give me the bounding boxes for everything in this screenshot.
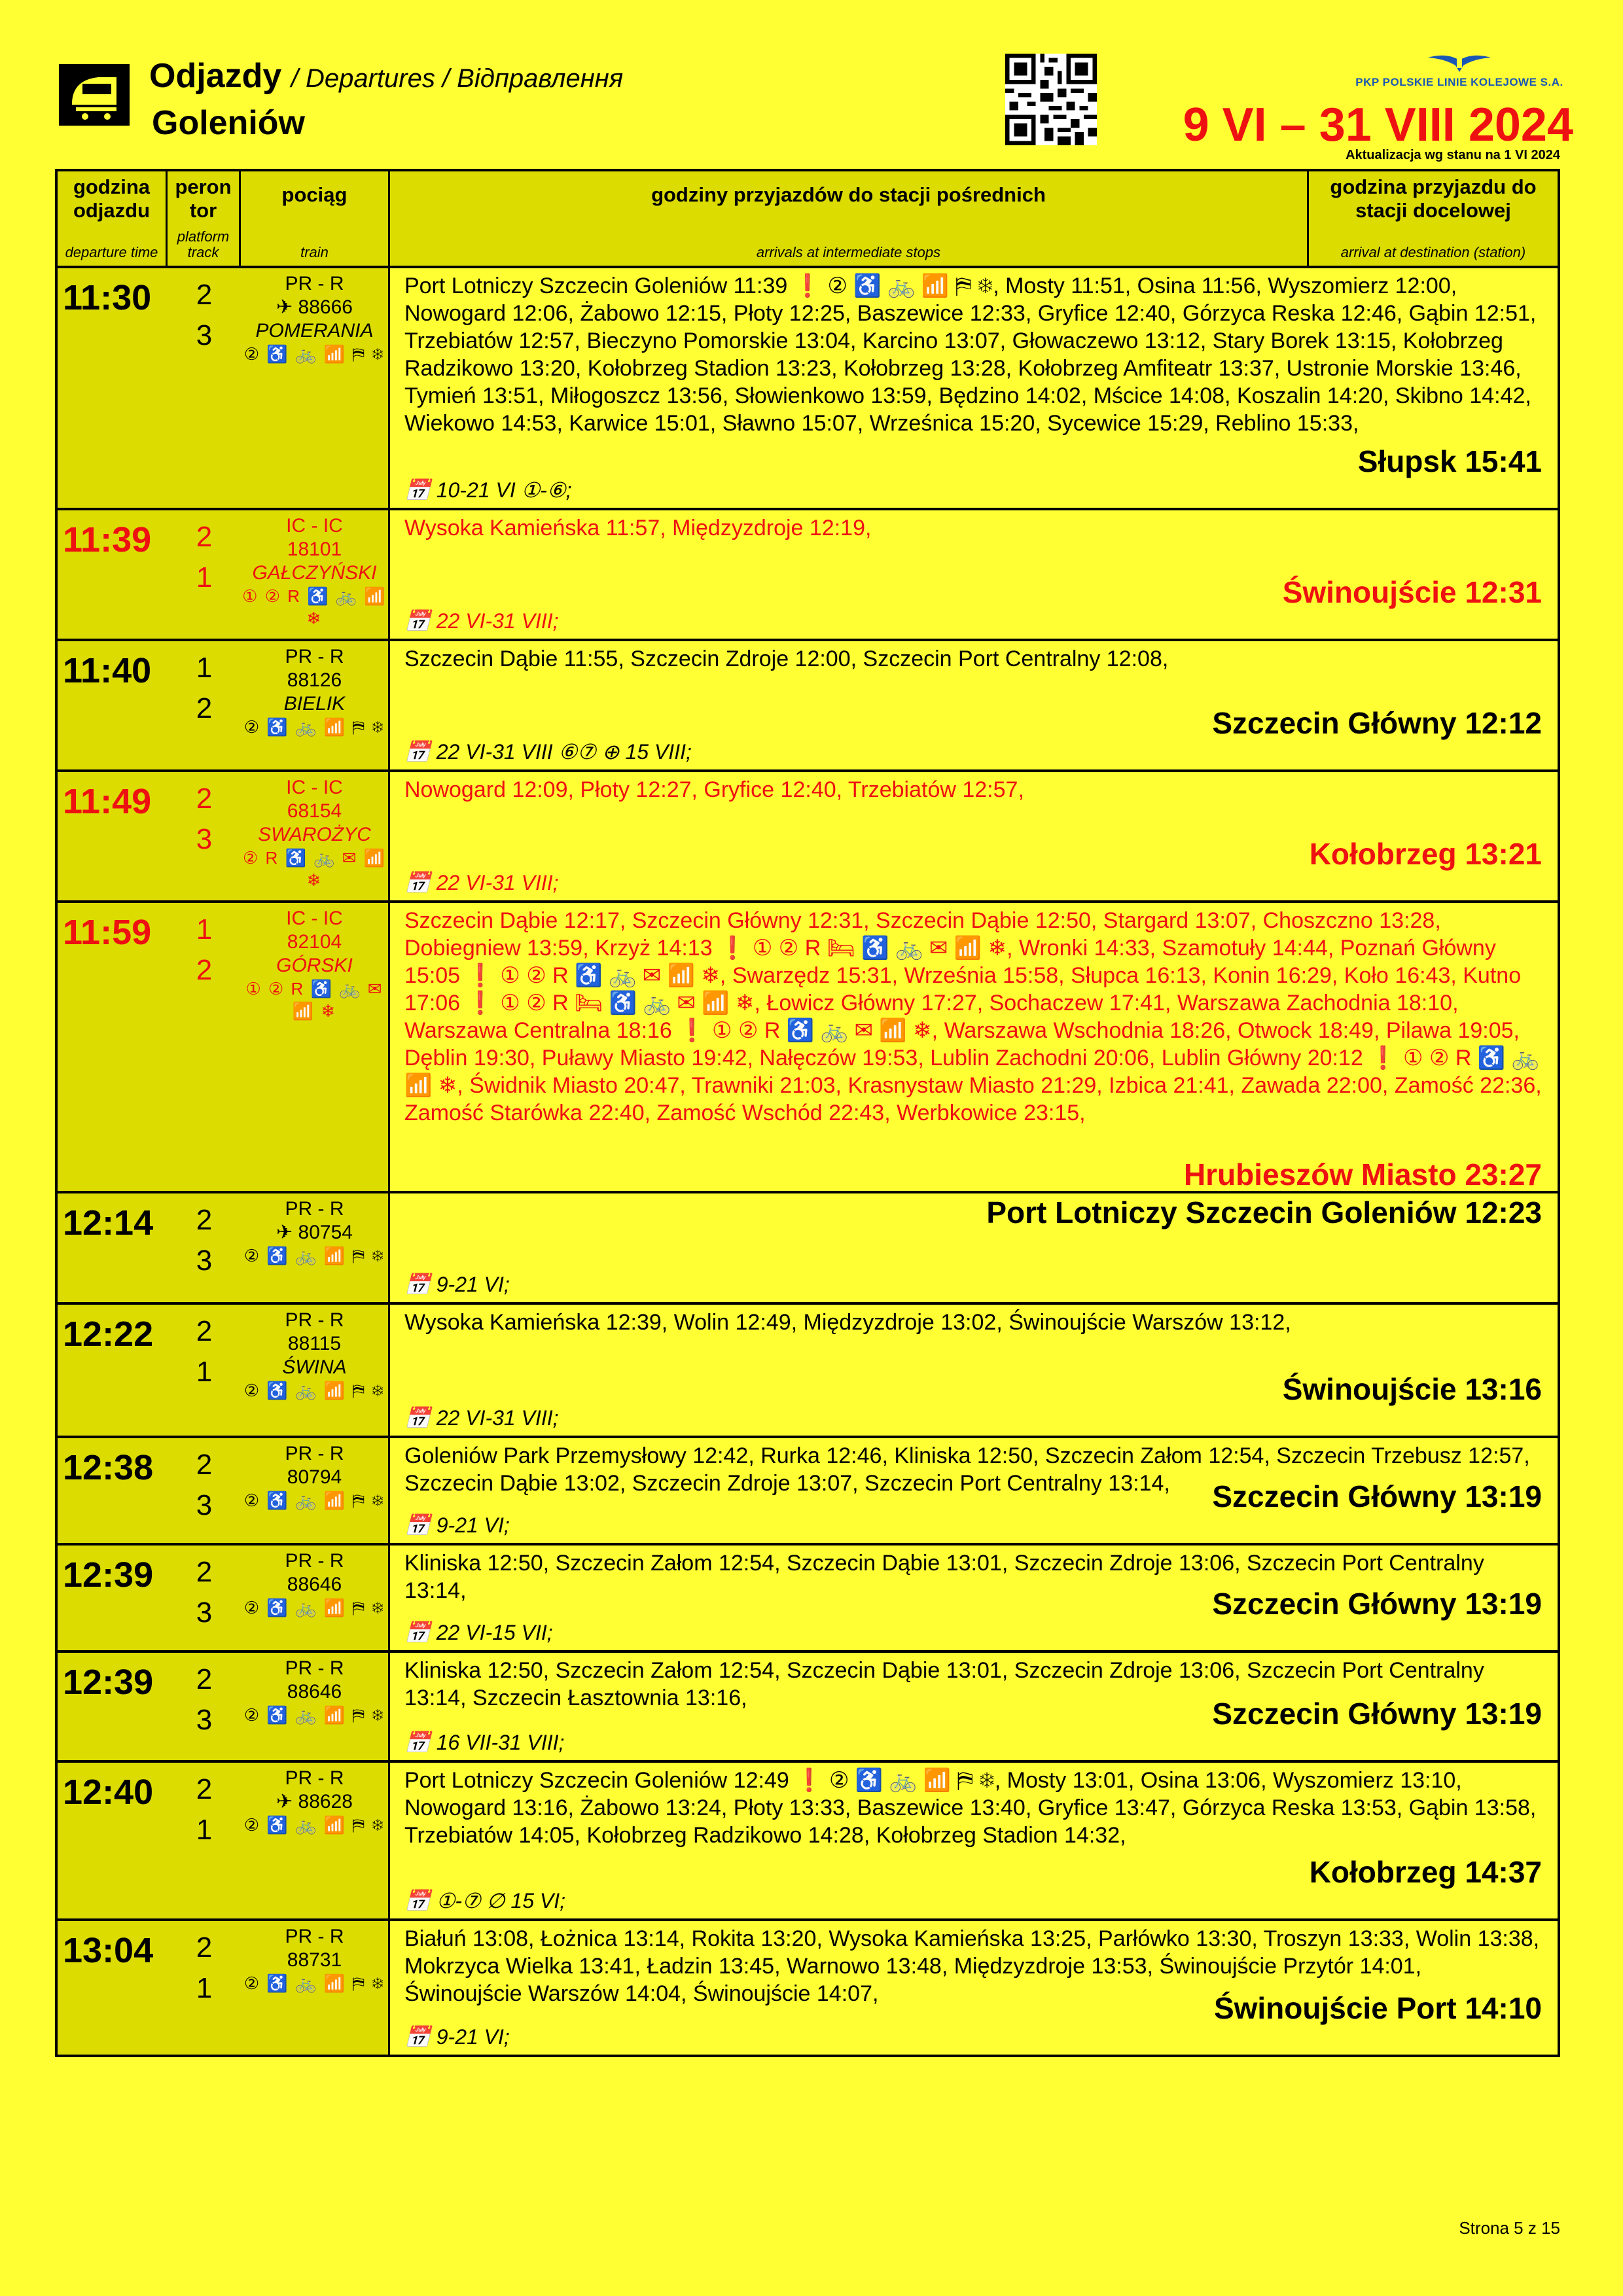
train-number: 88646 bbox=[287, 1574, 342, 1595]
train-services-icons: ② ♿ 🚲 📶 ⛿ ❄ bbox=[243, 344, 385, 364]
train-services-icons: ② ♿ 🚲 📶 ⛿ ❄ bbox=[243, 1246, 385, 1265]
departure-time: 11:59 bbox=[58, 903, 168, 1191]
platform-number: 2 bbox=[196, 1663, 213, 1695]
col-train-header: pociąg train bbox=[241, 171, 390, 266]
route-cell bbox=[390, 1763, 1558, 1918]
train-number: 68154 bbox=[287, 800, 342, 822]
route-cell bbox=[390, 268, 1558, 508]
intermediate-stops: Szczecin Dąbie 12:17, Szczecin Główny 12:31, Szczecin Dąbie 12:50, Stargard 13:07, Choszczno 13:28, Dobiegniew 13:59, Krzyż 14:13 ❗ ① ② R 🛏 ♿ 🚲 ✉ 📶 ❄, Wronki 14:33, Szamotuły 14:44, Poznań Główny 15:05 ❗ ① ② R ♿ 🚲 ✉ 📶 ❄, Swarzędz 15:31, Września 15:58, Słupca 16:13, Konin 16:29, Koło 16:43, Kutno 17:06 ❗ ① ② R 🛏 ♿ 🚲 ✉ 📶 ❄, Łowicz Główny 17:27, Sochaczew 17:41, Warszawa Zachodnia 18:10, Warszawa Centralna 18:16 ❗ ① ② R ♿ 🚲 ✉ 📶 ❄, Warszawa Wschodnia 18:26, Otwock 18:49, Pilawa 19:05, Dęblin 19:30, Puławy Miasto 19:42, Nałęczów 19:53, Lublin Zachodni 20:06, Lublin Główny 20:12 ❗ ① ② R ♿ 🚲 📶 ❄, Świdnik Miasto 20:47, Trawniki 21:03, Krasnystaw Miasto 21:29, Izbica 21:41, Zawada 22:00, Zamość 22:36, Zamość Starówka 22:40, Zamość Wschód 22:43, Werbkowice 23:15, bbox=[404, 908, 1542, 1125]
platform-track-cell bbox=[168, 1763, 241, 1918]
train-number: ✈ 88666 bbox=[276, 296, 353, 318]
departure-time: 12:39 bbox=[58, 1653, 168, 1760]
departure-row bbox=[58, 1438, 1558, 1545]
train-info bbox=[241, 1305, 390, 1436]
intermediate-stops: Szczecin Dąbie 11:55, Szczecin Zdroje 12:00, Szczecin Port Centralny 12:08, bbox=[404, 646, 1169, 671]
route-cell bbox=[390, 641, 1558, 769]
departure-time: 12:14 bbox=[58, 1193, 168, 1302]
train-info bbox=[241, 641, 390, 769]
train-services-icons: ② ♿ 🚲 📶 ⛿ ❄ bbox=[243, 717, 385, 737]
departure-time: 12:39 bbox=[58, 1545, 168, 1650]
train-icon bbox=[59, 64, 130, 126]
train-services-icons: ② ♿ 🚲 📶 ⛿ ❄ bbox=[243, 1973, 385, 1993]
train-category: PR - R bbox=[285, 1657, 344, 1679]
train-category: PR - R bbox=[285, 1443, 344, 1464]
track-number: 2 bbox=[196, 692, 213, 724]
platform-track-cell bbox=[168, 772, 241, 900]
calendar-note: 📅 22 VI-31 VIII ⑥⑦ ⊕ 15 VIII; bbox=[404, 740, 692, 764]
calendar-note: 📅 16 VII-31 VIII; bbox=[404, 1731, 565, 1754]
update-note: Aktualizacja wg stanu na 1 VI 2024 bbox=[1346, 148, 1560, 162]
train-number: 88646 bbox=[287, 1681, 342, 1703]
train-category: PR - R bbox=[285, 1926, 344, 1947]
train-name: BIELIK bbox=[283, 693, 346, 715]
departure-row bbox=[58, 641, 1558, 772]
departure-row bbox=[58, 1763, 1558, 1921]
track-number: 1 bbox=[196, 561, 213, 593]
calendar-note: 📅 22 VI-15 VII; bbox=[404, 1621, 553, 1644]
station-name: Goleniów bbox=[152, 104, 305, 142]
train-category: PR - R bbox=[285, 1767, 344, 1789]
platform-track-cell bbox=[168, 1193, 241, 1302]
calendar-note: 📅 22 VI-31 VIII; bbox=[404, 609, 559, 633]
departure-time: 11:40 bbox=[58, 641, 168, 769]
train-category: IC - IC bbox=[286, 908, 343, 929]
track-number: 3 bbox=[196, 1245, 213, 1277]
intermediate-stops: Kliniska 12:50, Szczecin Załom 12:54, Szczecin Dąbie 13:01, Szczecin Zdroje 13:06, Szczecin Port Centralny 13:14, Szczecin Łasztownia 13:16, bbox=[404, 1658, 1484, 1710]
route-cell bbox=[390, 772, 1558, 900]
platform-track-cell bbox=[168, 1438, 241, 1543]
train-number: ✈ 88628 bbox=[276, 1791, 353, 1812]
train-category: PR - R bbox=[285, 646, 344, 667]
platform-track-cell bbox=[168, 510, 241, 639]
departure-row bbox=[58, 1653, 1558, 1763]
train-number: ✈ 80754 bbox=[276, 1222, 353, 1243]
train-services-icons: ② ♿ 🚲 📶 ⛿ ❄ bbox=[243, 1491, 385, 1510]
departure-time: 11:49 bbox=[58, 772, 168, 900]
route-cell bbox=[390, 1305, 1558, 1436]
train-name: SWAROŻYC bbox=[258, 824, 371, 845]
train-number: 88126 bbox=[287, 669, 342, 691]
logo-emblem-icon bbox=[1427, 51, 1492, 73]
platform-track-cell bbox=[168, 641, 241, 769]
train-info bbox=[241, 1653, 390, 1760]
departure-time: 12:38 bbox=[58, 1438, 168, 1543]
intermediate-stops: Wysoka Kamieńska 12:39, Wolin 12:49, Międzyzdroje 13:02, Świnoujście Warszów 13:12, bbox=[404, 1310, 1291, 1335]
validity-period: 9 VI – 31 VIII 2024 bbox=[1183, 99, 1573, 151]
train-category: PR - R bbox=[285, 1550, 344, 1572]
departures-table bbox=[55, 169, 1560, 2057]
departure-row bbox=[58, 772, 1558, 903]
departure-time: 13:04 bbox=[58, 1921, 168, 2055]
train-number: 88115 bbox=[287, 1333, 342, 1354]
calendar-note: 📅 10-21 VI ①-⑥; bbox=[404, 478, 572, 502]
destination-arrival: Port Lotniczy Szczecin Goleniów 12:23 bbox=[986, 1195, 1542, 1229]
train-info bbox=[241, 1193, 390, 1302]
platform-track-cell bbox=[168, 1545, 241, 1650]
platform-track-cell bbox=[168, 1305, 241, 1436]
destination-arrival: Hrubieszów Miasto 23:27 bbox=[1183, 1157, 1542, 1192]
track-number: 3 bbox=[196, 1597, 213, 1629]
train-services-icons: ② ♿ 🚲 📶 ⛿ ❄ bbox=[243, 1598, 385, 1617]
track-number: 1 bbox=[196, 1972, 213, 2004]
train-info bbox=[241, 772, 390, 900]
intermediate-stops: Kliniska 12:50, Szczecin Załom 12:54, Szczecin Dąbie 13:01, Szczecin Zdroje 13:06, Szczecin Port Centralny 13:14, bbox=[404, 1551, 1484, 1603]
calendar-note: 📅 9-21 VI; bbox=[404, 2025, 510, 2049]
page-title: Odjazdy / Departures / Відправлення bbox=[149, 57, 624, 95]
train-services-icons: ② ♿ 🚲 📶 ⛿ ❄ bbox=[243, 1381, 385, 1400]
platform-number: 2 bbox=[196, 1773, 213, 1805]
departure-time: 11:30 bbox=[58, 268, 168, 508]
platform-track-cell bbox=[168, 1921, 241, 2055]
train-services-icons: ② ♿ 🚲 📶 ⛿ ❄ bbox=[243, 1815, 385, 1835]
route-cell bbox=[390, 1193, 1558, 1302]
destination-arrival: Szczecin Główny 12:12 bbox=[1212, 706, 1542, 740]
intermediate-stops: Białuń 13:08, Łożnica 13:14, Rokita 13:20, Wysoka Kamieńska 13:25, Parłówko 13:30, Troszyn 13:33, Wolin 13:38, Mokrzyca Wielka 13:41, Ładzin 13:45, Warnowo 13:48, Międzyzdroje 13:53, Świnoujście Przytór 14:01, Świnoujście Warszów 14:04, Świnoujście 14:07, bbox=[404, 1926, 1540, 2006]
departure-time: 11:39 bbox=[58, 510, 168, 639]
intermediate-stops: Wysoka Kamieńska 11:57, Międzyzdroje 12:19, bbox=[404, 516, 872, 540]
train-number: 80794 bbox=[287, 1466, 342, 1488]
departure-row bbox=[58, 903, 1558, 1193]
departure-row bbox=[58, 1545, 1558, 1653]
route-cell bbox=[390, 510, 1558, 639]
train-category: IC - IC bbox=[286, 515, 343, 537]
qr-code bbox=[1005, 54, 1097, 145]
train-category: PR - R bbox=[285, 1309, 344, 1331]
departure-rows bbox=[58, 268, 1558, 2055]
train-number: 88731 bbox=[287, 1949, 342, 1971]
calendar-note: 📅 ①-⑦ ∅ 15 VI; bbox=[404, 1889, 566, 1913]
destination-arrival: Świnoujście 12:31 bbox=[1282, 575, 1542, 609]
pkp-plk-logo: PKP POLSKIE LINIE KOLEJOWE S.A. bbox=[1348, 51, 1571, 97]
destination-arrival: Świnoujście 13:16 bbox=[1282, 1372, 1542, 1406]
col-time-header: godzina odjazdu departure time bbox=[58, 171, 168, 266]
platform-track-cell bbox=[168, 1653, 241, 1760]
departure-time: 12:22 bbox=[58, 1305, 168, 1436]
col-track-header: peron tor platform track bbox=[168, 171, 241, 266]
intermediate-stops: Goleniów Park Przemysłowy 12:42, Rurka 12:46, Kliniska 12:50, Szczecin Załom 12:54, Szczecin Trzebusz 12:57, Szczecin Dąbie 13:02, Szczecin Zdroje 13:07, Szczecin Port Centralny 13:14, bbox=[404, 1443, 1530, 1496]
route-cell bbox=[390, 1545, 1558, 1650]
col-stops-header: godziny przyjazdów do stacji pośrednich arrivals at intermediate stops bbox=[390, 171, 1309, 266]
train-number: 18101 bbox=[287, 539, 342, 560]
platform-number: 2 bbox=[196, 1449, 213, 1481]
track-number: 3 bbox=[196, 1489, 213, 1521]
destination-arrival: Szczecin Główny 13:19 bbox=[1212, 1479, 1542, 1513]
calendar-note: 📅 9-21 VI; bbox=[404, 1513, 510, 1537]
train-services-icons: ② ♿ 🚲 📶 ⛿ ❄ bbox=[243, 1705, 385, 1725]
platform-number: 2 bbox=[196, 783, 213, 815]
track-number: 3 bbox=[196, 319, 213, 351]
calendar-note: 📅 9-21 VI; bbox=[404, 1273, 510, 1296]
track-number: 2 bbox=[196, 954, 213, 986]
train-info bbox=[241, 1921, 390, 2055]
platform-number: 2 bbox=[196, 1932, 213, 1964]
calendar-note: 📅 22 VI-31 VIII; bbox=[404, 1406, 559, 1430]
intermediate-stops: Port Lotniczy Szczecin Goleniów 12:49 ❗ ② ♿ 🚲 📶 ⛿ ❄, Mosty 13:01, Osina 13:06, Wyszomierz 13:10, Nowogard 13:16, Żabowo 13:24, Płoty 13:33, Baszewice 13:40, Gryfice 13:47, Górzyca Reska 13:53, Gąbin 13:58, Trzebiatów 14:05, Kołobrzeg Radzikowo 14:28, Kołobrzeg Stadion 14:32, bbox=[404, 1768, 1537, 1848]
platform-number: 2 bbox=[196, 1556, 213, 1588]
intermediate-stops: Port Lotniczy Szczecin Goleniów 11:39 ❗ ② ♿ 🚲 📶 ⛿ ❄, Mosty 11:51, Osina 11:56, Wyszomierz 12:00, Nowogard 12:06, Żabowo 12:15, Płoty 12:25, Baszewice 12:33, Gryfice 12:40, Górzyca Reska 12:46, Gąbin 12:51, Trzebiatów 12:57, Bieczyno Pomorskie 13:04, Karcino 13:07, Głowaczewo 13:12, Stary Borek 13:15, Kołobrzeg Radzikowo 13:20, Kołobrzeg Stadion 13:23, Kołobrzeg 13:28, Kołobrzeg Amfiteatr 13:37, Ustronie Morskie 13:46, Tymień 13:51, Miłogoszcz 13:56, Słowienkowo 13:59, Będzino 14:02, Mścice 14:08, Koszalin 14:20, Skibno 14:42, Wiekowo 14:53, Karwice 15:01, Sławno 15:07, Wrześnica 15:20, Sycewice 15:29, Reblino 15:33, bbox=[404, 274, 1537, 436]
train-name: GAŁCZYŃSKI bbox=[252, 562, 377, 584]
platform-track-cell bbox=[168, 903, 241, 1191]
departure-row bbox=[58, 268, 1558, 510]
platform-number: 2 bbox=[196, 1204, 213, 1236]
track-number: 1 bbox=[196, 1356, 213, 1388]
departure-time: 12:40 bbox=[58, 1763, 168, 1918]
track-number: 3 bbox=[196, 1704, 213, 1736]
track-number: 3 bbox=[196, 823, 213, 855]
destination-arrival: Słupsk 15:41 bbox=[1357, 444, 1542, 478]
train-services-icons: ② R ♿ 🚲 ✉ 📶 ❄ bbox=[242, 848, 387, 890]
platform-number: 1 bbox=[196, 913, 213, 945]
train-name: POMERANIA bbox=[255, 320, 374, 342]
page-header bbox=[0, 0, 1623, 170]
departure-row bbox=[58, 1193, 1558, 1305]
train-info bbox=[241, 1438, 390, 1543]
platform-number: 1 bbox=[196, 652, 213, 684]
route-cell bbox=[390, 903, 1558, 1191]
page-subtitle: / Departures / Відправлення bbox=[291, 64, 624, 93]
destination-arrival: Szczecin Główny 13:19 bbox=[1212, 1697, 1542, 1731]
train-info bbox=[241, 510, 390, 639]
platform-track-cell bbox=[168, 268, 241, 508]
destination-arrival: Kołobrzeg 13:21 bbox=[1309, 837, 1542, 871]
route-cell bbox=[390, 1653, 1558, 1760]
train-name: GÓRSKI bbox=[276, 955, 353, 976]
train-number: 82104 bbox=[287, 931, 342, 953]
departure-row bbox=[58, 1305, 1558, 1438]
destination-arrival: Kołobrzeg 14:37 bbox=[1309, 1855, 1542, 1889]
train-services-icons: ① ② R ♿ 🚲 ✉ 📶 ❄ bbox=[245, 979, 383, 1021]
train-services-icons: ① ② R ♿ 🚲 📶 ❄ bbox=[242, 586, 387, 628]
page-number: Strona 5 z 15 bbox=[1459, 2218, 1560, 2238]
platform-number: 2 bbox=[196, 1315, 213, 1347]
train-name: ŚWINA bbox=[282, 1356, 347, 1378]
platform-number: 2 bbox=[196, 521, 213, 553]
train-info bbox=[241, 1545, 390, 1650]
train-category: PR - R bbox=[285, 1198, 344, 1220]
table-header bbox=[58, 171, 1558, 268]
train-category: PR - R bbox=[285, 273, 344, 294]
train-info bbox=[241, 903, 390, 1191]
departure-row bbox=[58, 1921, 1558, 2055]
destination-arrival: Szczecin Główny 13:19 bbox=[1212, 1587, 1542, 1621]
destination-arrival: Świnoujście Port 14:10 bbox=[1213, 1991, 1542, 2025]
platform-number: 2 bbox=[196, 279, 213, 311]
calendar-note: 📅 22 VI-31 VIII; bbox=[404, 871, 559, 894]
departure-row bbox=[58, 510, 1558, 641]
track-number: 1 bbox=[196, 1814, 213, 1846]
train-info bbox=[241, 268, 390, 508]
train-info bbox=[241, 1763, 390, 1918]
route-cell bbox=[390, 1438, 1558, 1543]
route-cell bbox=[390, 1921, 1558, 2055]
col-destination-header: godzina przyjazdu do stacji docelowej arrival at destination (station) bbox=[1330, 175, 1537, 260]
train-category: IC - IC bbox=[286, 777, 343, 798]
intermediate-stops: Nowogard 12:09, Płoty 12:27, Gryfice 12:40, Trzebiatów 12:57, bbox=[404, 777, 1024, 802]
